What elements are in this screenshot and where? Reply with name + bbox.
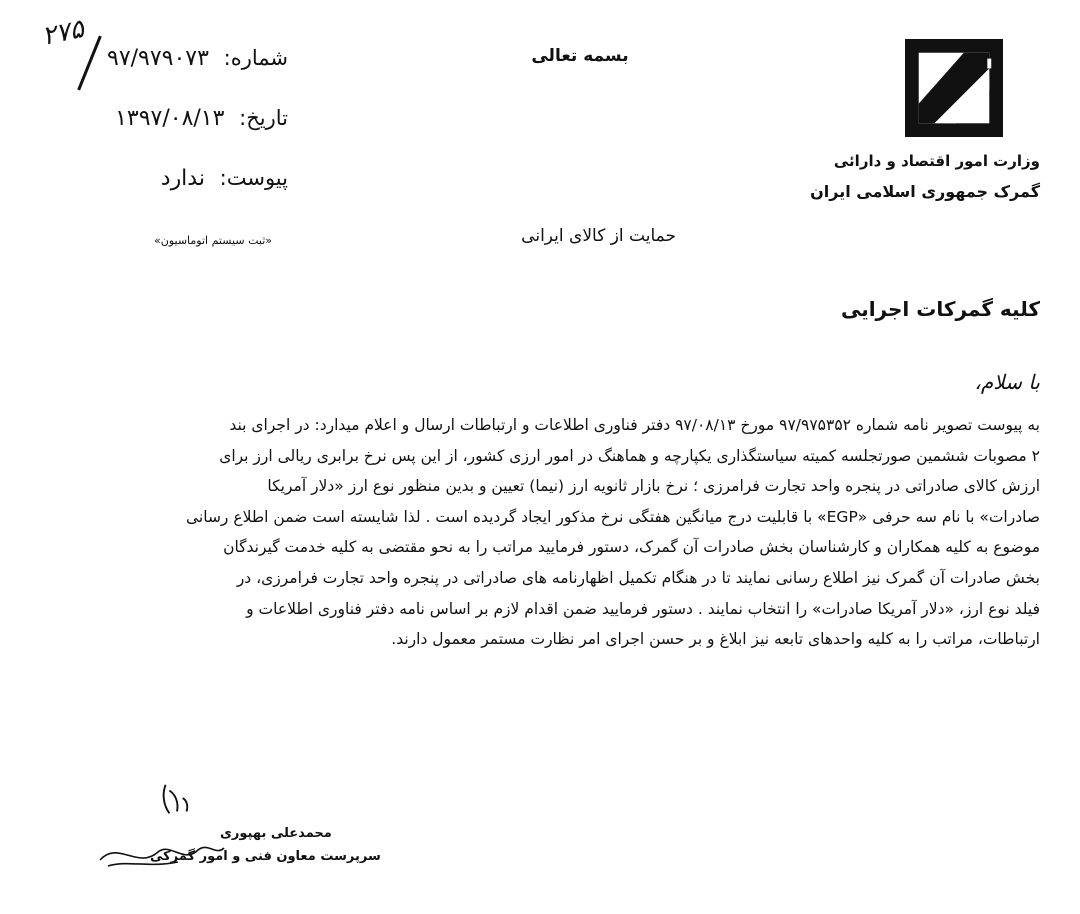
- body-line: ارزش کالای صادراتی در پنجره واحد تجارت فرامرزی ؛ نرخ بازار ثانویه ارز (نیما) تعیین و بدین منظور نوع ارز «دلار آمریکا: [267, 477, 1040, 496]
- basmala: بسمه تعالی: [531, 46, 629, 66]
- letter-date: [115, 106, 288, 131]
- number-label: شماره:: [223, 46, 288, 70]
- signatory-name: محمدعلی بهپوری: [220, 826, 332, 841]
- body-line: بخش صادرات آن گمرک نیز اطلاع رسانی نمایند تا در هنگام تکمیل اظهارنامه های صادراتی در پنجره واحد تجارت فرامرزی، در: [236, 568, 1040, 587]
- handwritten-number: ۲۷۵: [39, 13, 87, 53]
- attachment-label: پیوست:: [219, 166, 288, 190]
- signatory-title: سرپرست معاون فنی و امور گمرکی: [150, 849, 381, 864]
- stamp-note: «ثبت سیستم اتوماسیون»: [154, 234, 272, 247]
- letter-number: [107, 46, 288, 71]
- body-line: فیلد نوع ارز، «دلار آمریکا صادرات» را انتخاب نمایند . دستور فرمایید ضمن اقدام لازم بر اساس نامه دفتر فناوری اطلاعات و: [246, 599, 1040, 618]
- addressee: کلیه گمرکات اجرایی: [840, 297, 1040, 321]
- customs-logo-icon: [905, 38, 1003, 138]
- body-line: ۲ مصوبات ششمین صورتجلسه کمیته سیاستگذاری یکپارچه و هماهنگ در امور ارزی کشور، از این پس نرخ برابری ریالی ارز برای: [219, 446, 1040, 465]
- signature-scribble-icon: [98, 830, 226, 874]
- body-line: ارتباطات، مراتب را به کلیه واحدهای تابعه نیز ابلاغ و بر حسن اجرای امر نظارت مستمر معمول دارند.: [391, 630, 1040, 649]
- signature-mark-icon: [158, 780, 196, 820]
- ministry-name: وزارت امور اقتصاد و دارائی: [833, 152, 1040, 170]
- customs-name: گمرک جمهوری اسلامی ایران: [810, 182, 1040, 201]
- letter-body: [36, 410, 1040, 655]
- slogan: حمایت از کالای ایرانی: [521, 226, 676, 246]
- body-line: صادرات» با نام سه حرفی «EGP» با قابلیت درج میانگین هفتگی نرخ مذکور ایجاد گردیده است . لذا شایسته است ضمن اطلاع رسانی: [185, 507, 1040, 526]
- number-value: ۹۷/۹۷۹۰۷۳: [107, 46, 209, 71]
- body-line: به پیوست تصویر نامه شماره ۹۷/۹۷۵۳۵۲ مورخ ۹۷/۰۸/۱۳ دفتر فناوری اطلاعات و ارتباطات ارسال و اعلام میدارد: در اجرای بند: [229, 416, 1040, 434]
- date-value: ۱۳۹۷/۰۸/۱۳: [115, 106, 225, 131]
- greeting: با سلام،: [974, 370, 1040, 394]
- letter-attachment: [161, 166, 288, 191]
- attachment-value: ندارد: [160, 166, 205, 191]
- date-label: تاریخ:: [239, 106, 288, 130]
- body-line: موضوع به کلیه همکاران و کارشناسان بخش صادرات آن گمرک، دستور فرمایید مراتب را به نحو مقتضی به کلیه خدمت گیرندگان: [223, 538, 1040, 557]
